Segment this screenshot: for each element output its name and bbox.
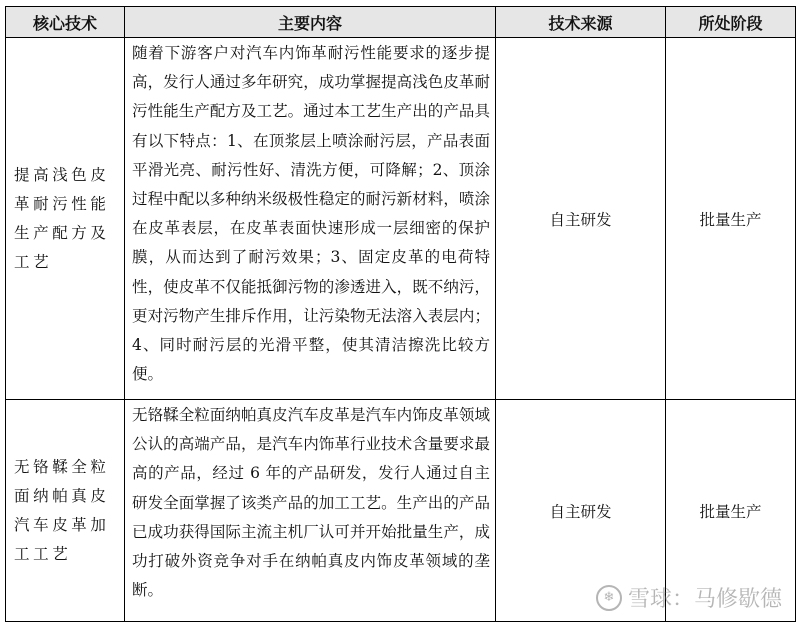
watermark [596, 582, 782, 613]
row-tech-name: 提高浅色皮革耐污性能生产配方及工艺 [6, 38, 125, 400]
row-content: 无铬鞣全粒面纳帕真皮汽车皮革是汽车内饰皮革领域公认的高端产品，是汽车内饰革行业技术含量要求最高的产品，经过 6 年的产品研发，发行人通过自主研发全面掌握了该类产品的加工工艺。生产出的产品已成功获得国际主流主机厂认可并开始批量生产，成功打破外资竞争对手在纳帕真皮内饰皮革领域的垄断。 [125, 400, 496, 622]
table-header-row [6, 7, 796, 38]
row-content: 随着下游客户对汽车内饰革耐污性能要求的逐步提高，发行人通过多年研究，成功掌握提高浅色皮革耐污性能生产配方及工艺。通过本工艺生产出的产品具有以下特点：1、在顶浆层上喷涂耐污层，产品表面平滑光亮、耐污性好、清洗方便，可降解；2、顶涂过程中配以多种纳米级极性稳定的耐污新材料，喷涂在皮革表层，在皮革表面快速形成一层细密的保护膜，从而达到了耐污效果；3、固定皮革的电荷特性，使皮革不仅能抵御污物的渗透进入，既不纳污，更对污物产生排斥作用，让污染物无法溶入表层内；4、同时耐污层的光滑平整，使其清洁擦洗比较方便。 [125, 38, 496, 400]
row-source: 自主研发 [496, 38, 666, 400]
watermark-text: 雪球：马修歇德 [627, 587, 782, 612]
row-stage: 批量生产 [666, 38, 796, 400]
table-row [6, 38, 796, 400]
header-core-tech: 核心技术 [6, 7, 125, 38]
header-tech-source: 技术来源 [496, 7, 666, 38]
header-stage: 所处阶段 [666, 7, 796, 38]
snowball-logo-icon: ❄ [596, 585, 622, 611]
row-stage: 批量生产 [666, 400, 796, 622]
core-technology-table [5, 6, 796, 622]
row-tech-name: 无铬鞣全粒面纳帕真皮汽车皮革加工工艺 [6, 400, 125, 622]
row-source: 自主研发 [496, 400, 666, 622]
header-main-content: 主要内容 [125, 7, 496, 38]
